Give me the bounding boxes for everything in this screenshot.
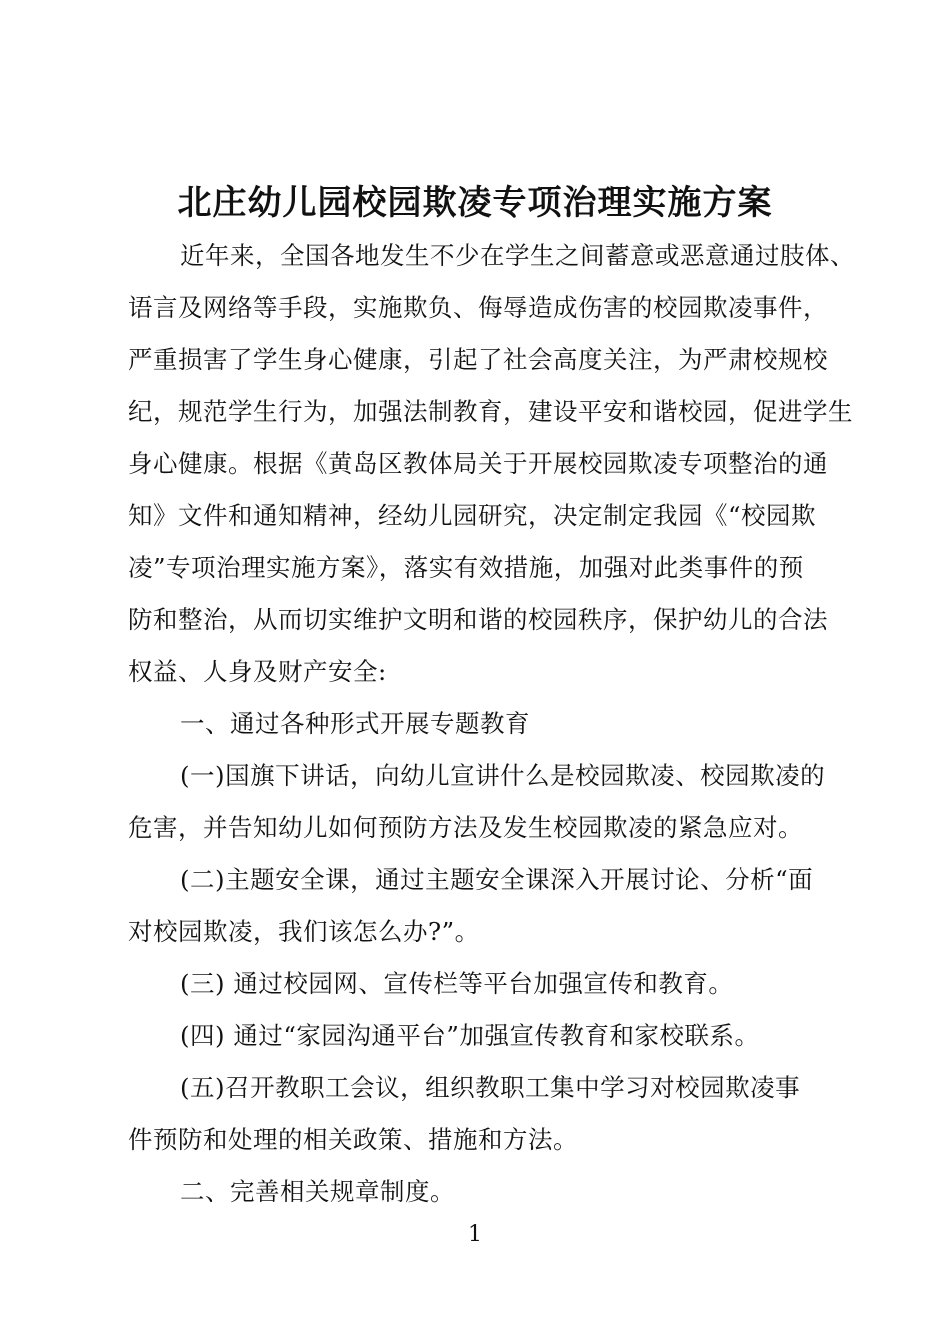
list-item-line: (四) 通过“家园沟通平台”加强宣传教育和家校联系。 bbox=[180, 1021, 760, 1050]
list-item-line: 件预防和处理的相关政策、措施和方法。 bbox=[128, 1125, 578, 1154]
section-heading: 二、完善相关规章制度。 bbox=[180, 1177, 455, 1206]
page-number: 1 bbox=[468, 1222, 482, 1247]
paragraph-line: 身心健康。根据《黄岛区教体局关于开展校园欺凌专项整治的通 bbox=[128, 449, 828, 478]
paragraph-line: 近年来，全国各地发生不少在学生之间蓄意或恶意通过肢体、 bbox=[180, 241, 855, 270]
paragraph-line: 语言及网络等手段，实施欺负、侮辱造成伤害的校园欺凌事件， bbox=[128, 293, 828, 322]
document-title: 北庄幼儿园校园欺凌专项治理实施方案 bbox=[177, 183, 773, 223]
list-item-line: (三) 通过校园网、宣传栏等平台加强宣传和教育。 bbox=[180, 969, 734, 998]
paragraph-line: 知》文件和通知精神，经幼儿园研究，决定制定我园《“校园欺 bbox=[128, 501, 817, 530]
list-item-line: 对校园欺凌，我们该怎么办?”。 bbox=[128, 917, 480, 946]
list-item-line: 危害，并告知幼儿如何预防方法及发生校园欺凌的紧急应对。 bbox=[128, 813, 803, 842]
section-heading: 一、通过各种形式开展专题教育 bbox=[180, 709, 530, 738]
paragraph-line: 凌”专项治理实施方案》，落实有效措施，加强对此类事件的预 bbox=[128, 553, 804, 582]
list-item-line: (五)召开教职工会议，组织教职工集中学习对校园欺凌事 bbox=[180, 1073, 801, 1102]
paragraph-line: 严重损害了学生身心健康，引起了社会高度关注，为严肃校规校 bbox=[128, 345, 828, 374]
paragraph-line: 权益、人身及财产安全: bbox=[128, 657, 387, 686]
list-item-line: (一)国旗下讲话，向幼儿宣讲什么是校园欺凌、校园欺凌的 bbox=[180, 761, 826, 790]
paragraph-line: 防和整治，从而切实维护文明和谐的校园秩序，保护幼儿的合法 bbox=[128, 605, 828, 634]
list-item-line: (二)主题安全课，通过主题安全课深入开展讨论、分析“面 bbox=[180, 865, 814, 894]
paragraph-line: 纪，规范学生行为，加强法制教育，建设平安和谐校园，促进学生 bbox=[128, 397, 853, 426]
